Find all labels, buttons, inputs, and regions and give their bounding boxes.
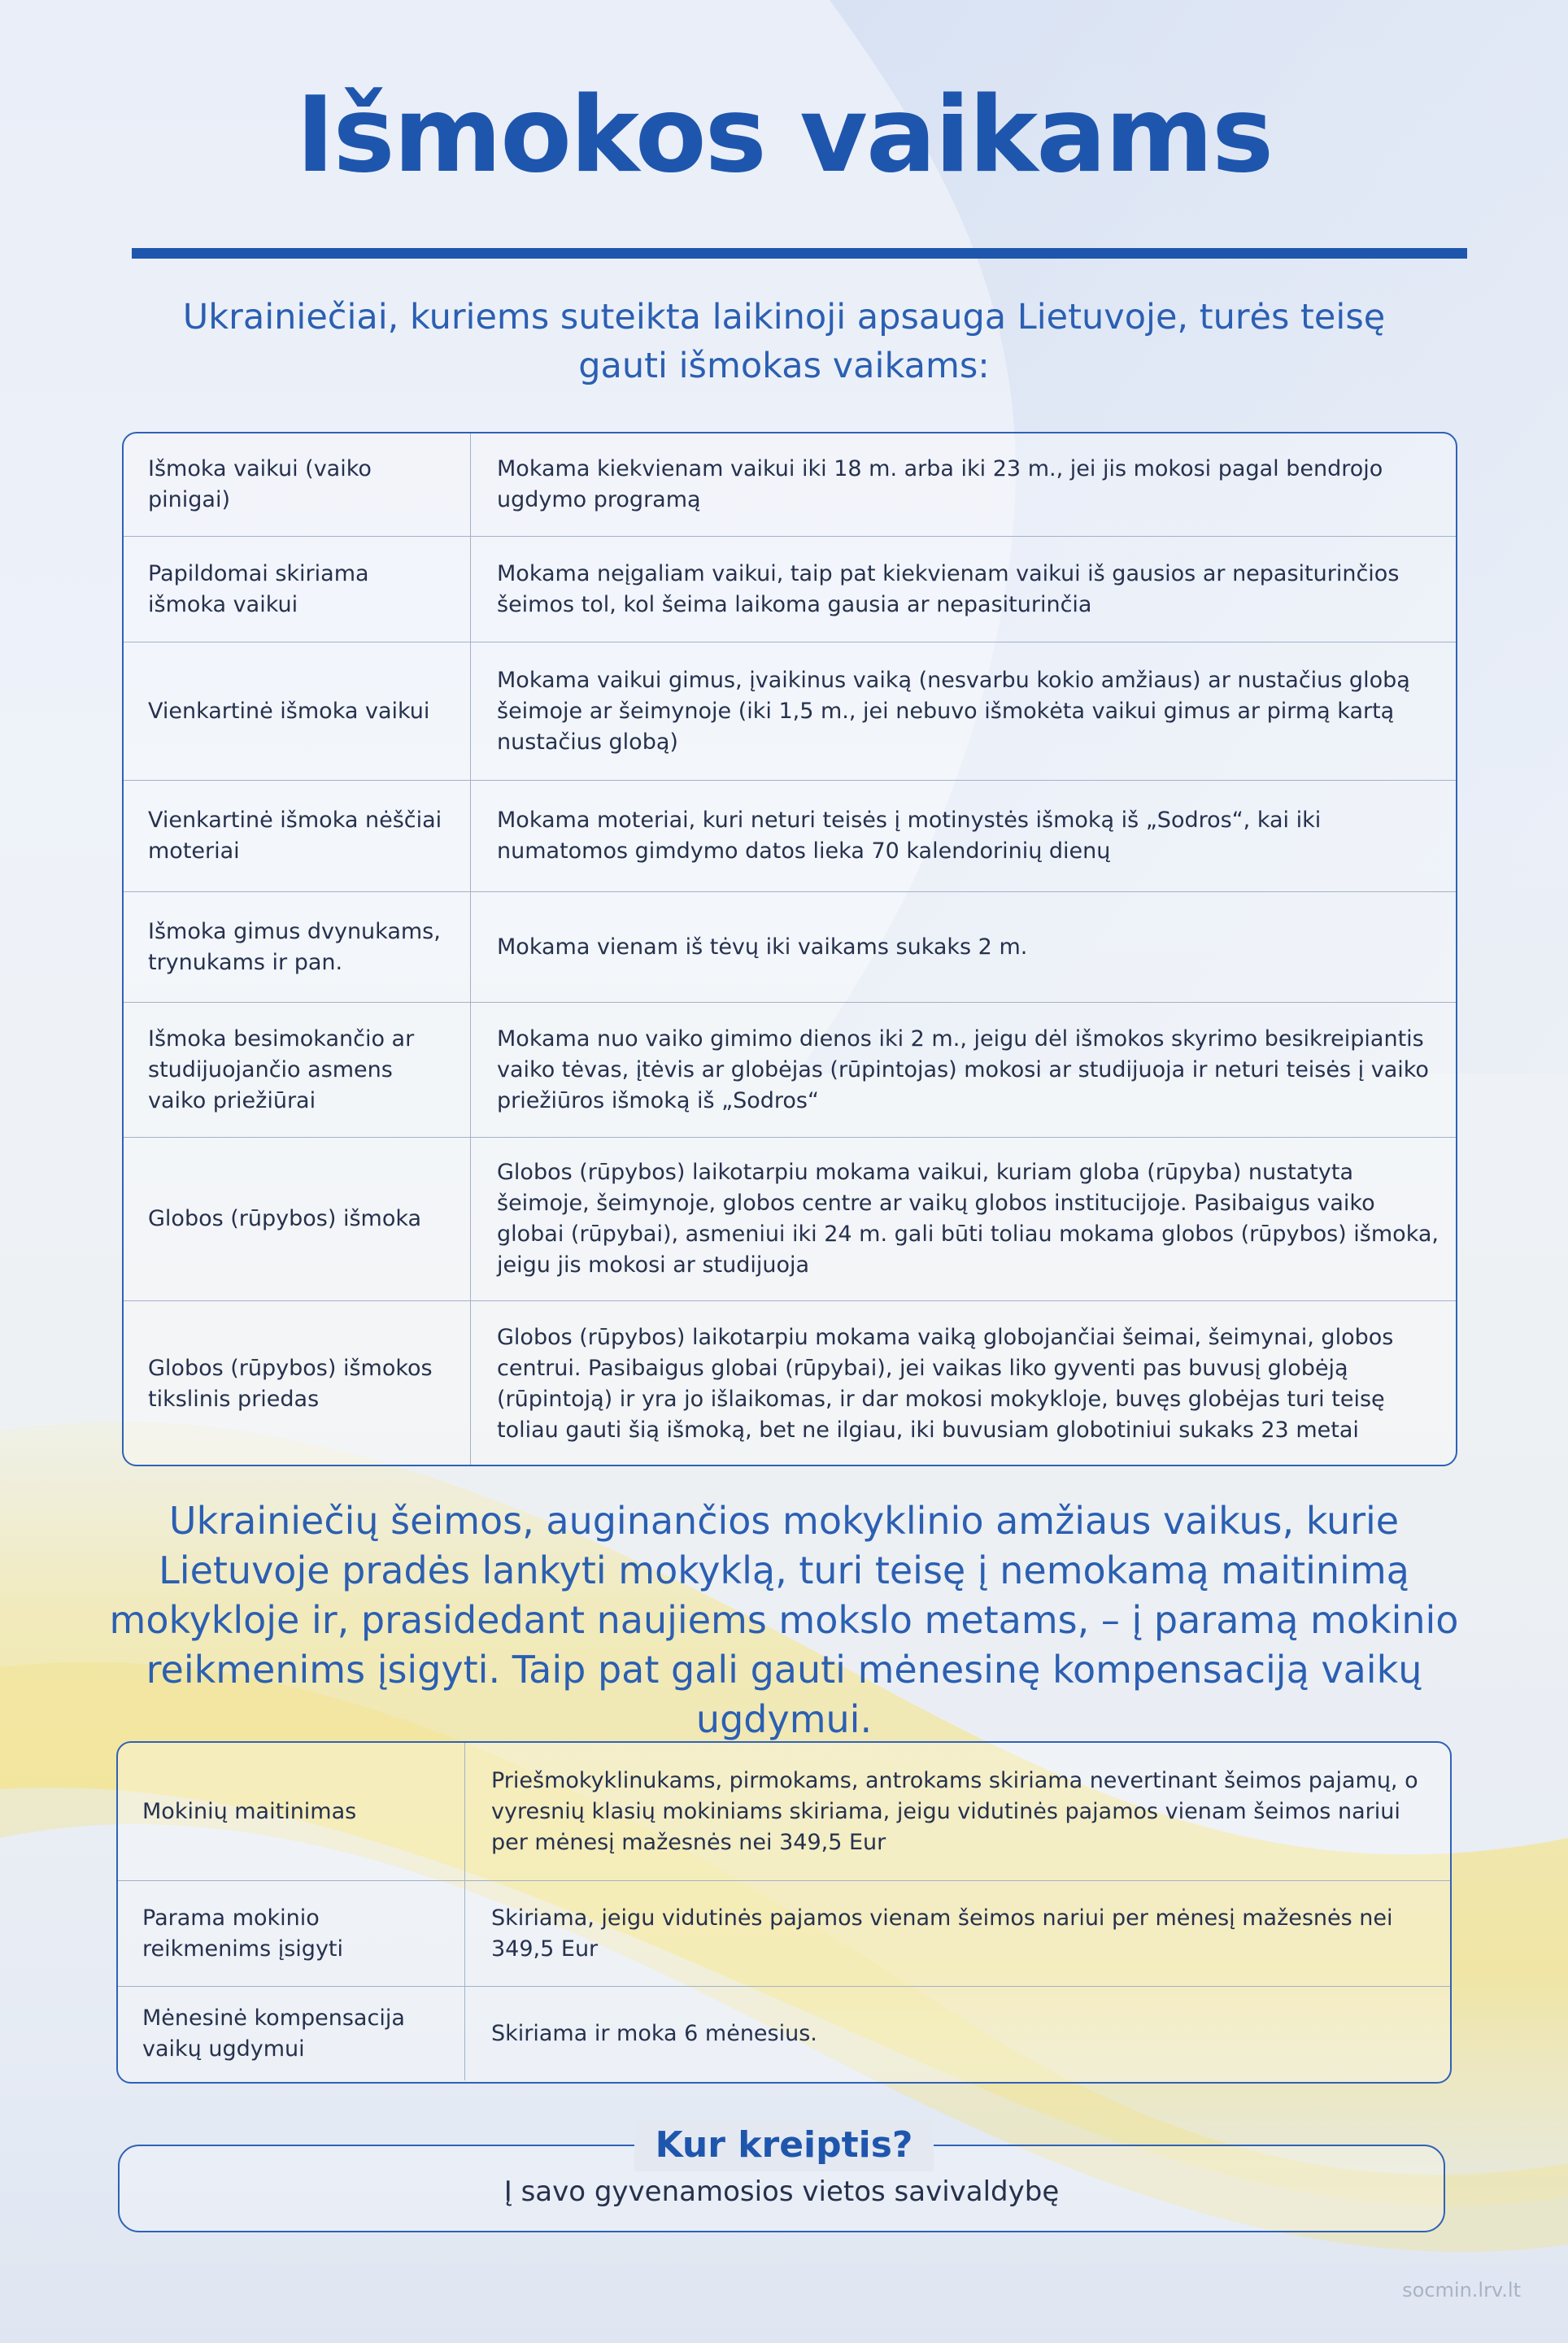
benefit-name: Globos (rūpybos) išmoka	[124, 1138, 471, 1300]
benefit-description: Mokama nuo vaiko gimimo dienos iki 2 m., jeigu dėl išmokos skyrimo besikreipiantis vaiko tėvas, įtėvis ar globėjas (rūpintojas) mokosi ar studijuoja ir neturi teisės į vaiko priežiūros išmoką iš „Sodros“	[497, 1026, 1429, 1113]
benefit-description: Globos (rūpybos) laikotarpiu mokama vaiką globojančiai šeimai, šeimynai, globos centrui. Pasibaigus globai (rūpybai), jei vaikas liko gyventi pas buvusį globėją (rūpintoją) ir yra jo išlaikomas, ir dar mokosi mokykloje, buvęs globėjas turi teisę toliau gauti šią išmoką, bet ne ilgiau, iki buvusiam globotiniui sukaks 23 metai	[497, 1324, 1394, 1443]
benefit-name: Išmoka vaikui (vaiko pinigai)	[124, 433, 471, 536]
support-name: Parama mokinio reikmenims įsigyti	[118, 1881, 465, 1986]
table-row	[118, 1880, 1450, 1986]
benefit-description: Globos (rūpybos) laikotarpiu mokama vaikui, kuriam globa (rūpyba) nustatyta šeimoje, šeimynoje, globos centre ar vaikų globos institucijoje. Pasibaigus vaiko globai (rūpybai), asmeniui iki 24 m. gali būti toliau mokama globos (rūpybos) išmoka, jeigu jis mokosi ar studijuoja	[497, 1160, 1439, 1278]
table-row	[124, 642, 1456, 780]
school-support-text: Ukrainiečių šeimos, auginančios mokyklinio amžiaus vaikus, kurie Lietuvoje pradės lankyti mokyklą, turi teisę į nemokamą maitinimą mokykloje ir, prasidedant naujiems mokslo metams, – į paramą mokinio reikmenims įsigyti. Taip pat gali gauti mėnesinę kompensaciją vaikų ugdymui.	[109, 1499, 1459, 1741]
support-name: Mėnesinė kompensacija vaikų ugdymui	[118, 1987, 465, 2080]
benefit-name: Išmoka gimus dvynukams, trynukams ir pan.	[124, 892, 471, 1002]
support-description: Priešmokyklinukams, pirmokams, antrokams skiriama nevertinant šeimos pajamų, o vyresnių klasių mokiniams skiriama, jeigu vidutinės pajamos vienam šeimos nariui per mėnesį mažesnės nei 349,5 Eur	[491, 1767, 1418, 1855]
page-title: Išmokos vaikams	[295, 75, 1273, 196]
support-name: Mokinių maitinimas	[118, 1743, 465, 1880]
where-to-apply-text: Į savo gyvenamosios vietos savivaldybę	[503, 2175, 1060, 2208]
benefit-name: Globos (rūpybos) išmokos tikslinis priedas	[124, 1301, 471, 1466]
support-description: Skiriama ir moka 6 mėnesius.	[491, 2020, 817, 2046]
table-row	[124, 780, 1456, 891]
table-row	[124, 1137, 1456, 1300]
benefit-name: Papildomai skiriama išmoka vaikui	[124, 537, 471, 642]
benefit-name: Išmoka besimokančio ar studijuojančio asmens vaiko priežiūrai	[124, 1003, 471, 1137]
table-row	[124, 1002, 1456, 1137]
benefit-name: Vienkartinė išmoka vaikui	[124, 642, 471, 780]
intro-text: Ukrainiečiai, kuriems suteikta laikinoji apsauga Lietuvoje, turės teisę gauti išmokas vaikams:	[182, 297, 1386, 386]
school-support-table	[116, 1741, 1452, 2084]
table-row	[118, 1743, 1450, 1880]
benefit-description: Mokama vienam iš tėvų iki vaikams sukaks 2 m.	[497, 934, 1028, 960]
where-to-apply-title: Kur kreiptis?	[634, 2119, 934, 2171]
table-row	[124, 891, 1456, 1002]
benefit-name: Vienkartinė išmoka nėščiai moteriai	[124, 781, 471, 891]
table-row	[124, 433, 1456, 536]
table-row	[118, 1986, 1450, 2080]
title-underline	[132, 248, 1467, 259]
table-row	[124, 536, 1456, 642]
benefit-description: Mokama moteriai, kuri neturi teisės į motinystės išmoką iš „Sodros“, kai iki numatomos gimdymo datos lieka 70 kalendorinių dienų	[497, 808, 1322, 864]
benefits-table	[122, 432, 1457, 1466]
benefit-description: Mokama kiekvienam vaikui iki 18 m. arba iki 23 m., jei jis mokosi pagal bendrojo ugdymo programą	[497, 456, 1383, 512]
benefit-description: Mokama vaikui gimus, įvaikinus vaiką (nesvarbu kokio amžiaus) ar nustačius globą šeimoje ar šeimynoje (iki 1,5 m., jei nebuvo išmokėta vaikui gimus ar pirmą kartą nustačius globą)	[497, 667, 1410, 755]
table-row	[124, 1300, 1456, 1466]
support-description: Skiriama, jeigu vidutinės pajamos vienam šeimos nariui per mėnesį mažesnės nei 349,5 Eur	[491, 1905, 1393, 1962]
website-link[interactable]: socmin.lrv.lt	[1402, 2279, 1521, 2302]
benefit-description: Mokama neįgaliam vaikui, taip pat kiekvienam vaikui iš gausios ar nepasiturinčios šeimos tol, kol šeima laikoma gausia ar nepasiturinčia	[497, 560, 1400, 617]
